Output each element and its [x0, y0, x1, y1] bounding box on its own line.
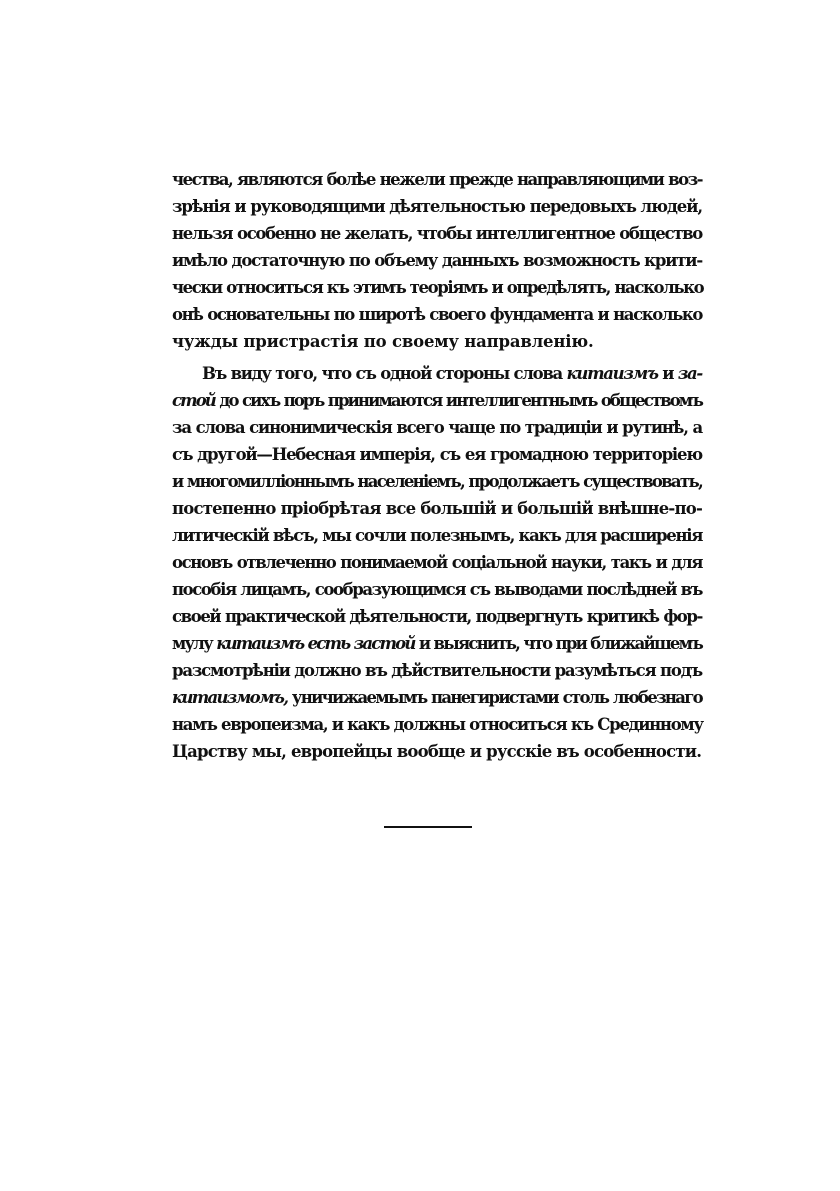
text-run: Въ виду того, что съ одной стороны слова	[202, 364, 562, 383]
text-line: онѣ основательны по широтѣ своего фундамента и насколько	[172, 305, 702, 324]
text-line: имѣло достаточную по объему данныхъ возможность крити-	[172, 251, 702, 270]
text-line: основъ отвлеченно понимаемой соціальной науки, такъ и для	[172, 553, 702, 572]
text-line: и многомилліоннымъ населеніемъ, продолжаетъ существовать,	[172, 472, 702, 491]
text-run: и выяснить, что при ближайшемъ	[418, 634, 702, 653]
text-line: чества, являются болѣе нежели прежде направляющими воз-	[172, 170, 702, 189]
text-line: чески относиться къ этимъ теоріямъ и опредѣлять, насколько	[172, 278, 704, 297]
italic-term: китаизмъ есть застой	[216, 634, 415, 653]
text-line: зрѣнія и руководящими дѣятельностью передовыхъ людей,	[172, 197, 702, 216]
text-line: разсмотрѣніи должно въ дѣйствительности разумѣться подъ	[172, 661, 702, 680]
text-line: съ другой—Небесная имперія, съ ея громадною территоріею	[172, 445, 702, 464]
text-run: и	[662, 364, 674, 383]
text-line: нельзя особенно не желать, чтобы интеллигентное общество	[172, 224, 702, 243]
body-text	[172, 166, 702, 765]
text-line: литическій вѣсъ, мы сочли полезнымъ, какъ для расширенія	[172, 526, 703, 545]
italic-term: китаизмомъ,	[172, 688, 288, 707]
italic-term: китаизмъ	[566, 364, 658, 383]
text-line: чужды пристрастія по своему направленію.	[172, 332, 594, 351]
text-run: до сихъ поръ принимаются интеллигентнымъ обществомъ	[219, 391, 702, 410]
text-line: намъ европеизма, и какъ должны относиться къ Срединному	[172, 715, 703, 734]
text-line	[172, 630, 702, 657]
text-line: пособія лицамъ, сообразующимся съ выводами послѣдней въ	[172, 580, 702, 599]
section-divider	[384, 826, 472, 828]
italic-term: стой	[172, 391, 215, 410]
text-line	[172, 360, 702, 387]
text-line	[172, 387, 702, 414]
text-line: Царству мы, европейцы вообще и русскіе въ особенности.	[172, 742, 702, 761]
text-line: своей практической дѣятельности, подвергнуть критикѣ фор-	[172, 607, 702, 626]
text-line	[172, 684, 702, 711]
text-line: за слова синонимическія всего чаще по традиціи и рутинѣ, а	[172, 418, 702, 437]
italic-term: за-	[677, 364, 702, 383]
text-run: мулу	[172, 634, 212, 653]
text-line: постепенно пріобрѣтая все большій и большій внѣшне-по-	[172, 499, 702, 518]
text-run: уничижаемымъ панегиристами столь любезнаго	[291, 688, 702, 707]
